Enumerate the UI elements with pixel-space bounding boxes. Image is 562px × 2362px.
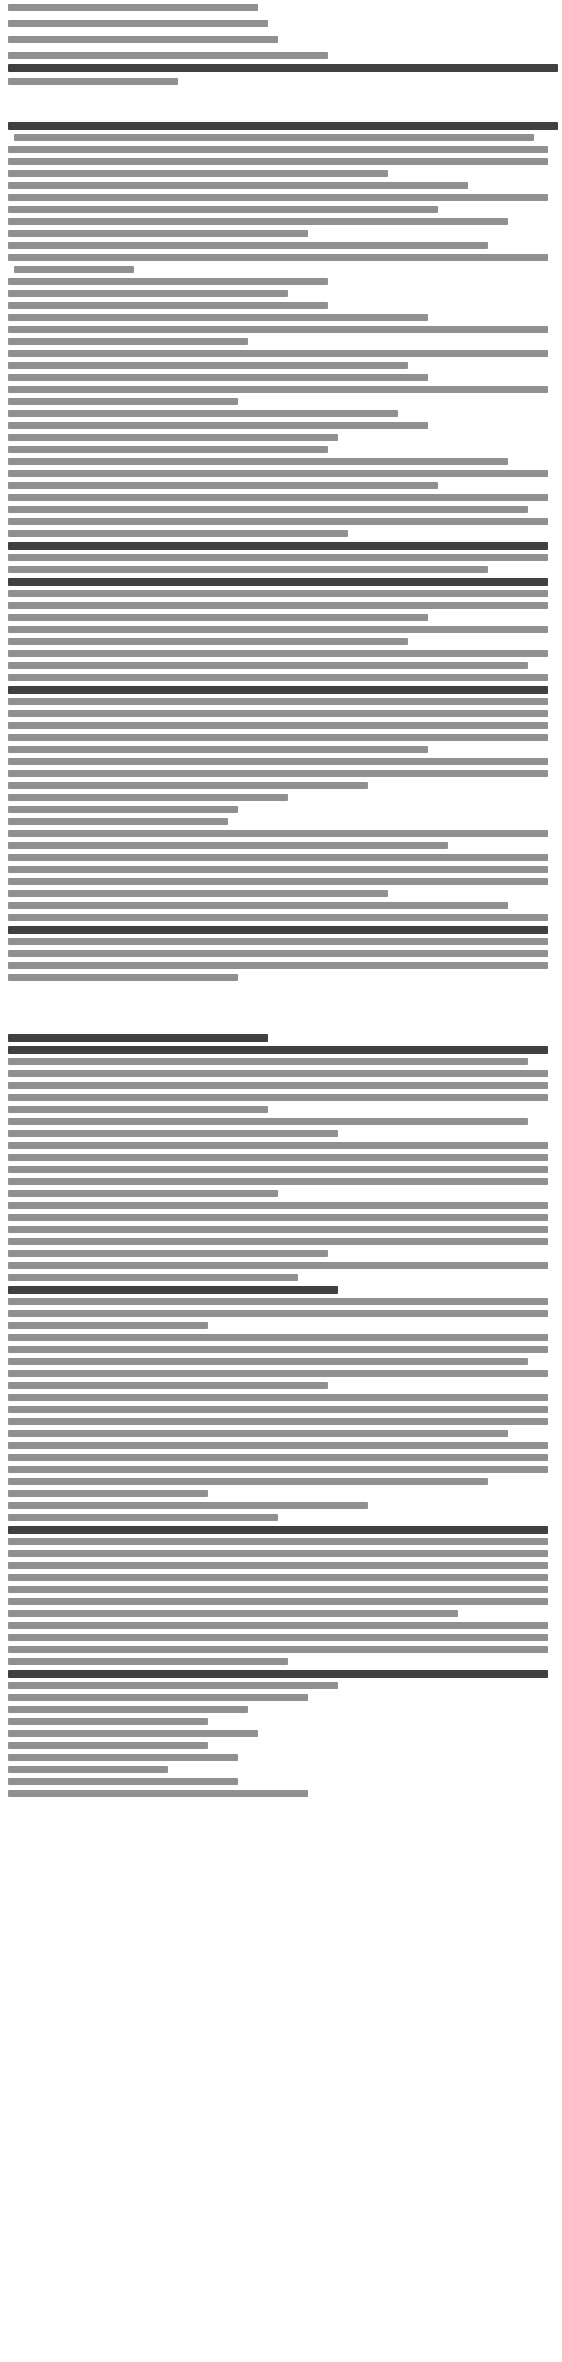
- text-line: [8, 398, 238, 405]
- text-line: [8, 1118, 528, 1125]
- text-line: [8, 1334, 548, 1341]
- text-line: [8, 1682, 338, 1689]
- text-line: [8, 674, 548, 681]
- text-line: [8, 242, 488, 249]
- text-line: [8, 542, 548, 550]
- text-line: [8, 1598, 548, 1605]
- text-line: [8, 278, 328, 285]
- text-line: [8, 842, 448, 849]
- text-line: [8, 1394, 548, 1401]
- text-line: [8, 1202, 548, 1209]
- text-line: [8, 1454, 548, 1461]
- text-line: [8, 494, 548, 501]
- text-line: [8, 4, 258, 11]
- text-line: [8, 1406, 548, 1413]
- text-line: [8, 1094, 548, 1101]
- text-line: [8, 194, 548, 201]
- text-line: [8, 962, 548, 969]
- text-line: [8, 626, 548, 633]
- text-line: [8, 566, 488, 573]
- text-line: [8, 1502, 368, 1509]
- text-line: [8, 1646, 548, 1653]
- text-line: [8, 1490, 208, 1497]
- text-line: [8, 854, 548, 861]
- text-line: [8, 1754, 238, 1761]
- text-line: [8, 1538, 548, 1545]
- text-line: [8, 770, 548, 777]
- text-line: [8, 290, 288, 297]
- text-line: [8, 1526, 548, 1534]
- text-line: [8, 1430, 508, 1437]
- text-line: [8, 530, 348, 537]
- text-line: [8, 1742, 208, 1749]
- text-line: [8, 1346, 548, 1353]
- text-line: [8, 1586, 548, 1593]
- text-line: [8, 1382, 328, 1389]
- text-line: [8, 698, 548, 705]
- text-line: [8, 914, 548, 921]
- text-line: [8, 326, 548, 333]
- text-line: [8, 36, 278, 43]
- text-line: [8, 518, 548, 525]
- text-line: [8, 64, 558, 72]
- text-line: [8, 1550, 548, 1557]
- text-line: [8, 710, 548, 717]
- text-line: [8, 950, 548, 957]
- text-line: [8, 1106, 268, 1113]
- text-line: [8, 182, 468, 189]
- text-line: [8, 1046, 548, 1054]
- text-line: [8, 638, 408, 645]
- text-line: [8, 1310, 548, 1317]
- text-line: [8, 1658, 288, 1665]
- text-line: [8, 1070, 548, 1077]
- text-line: [8, 1082, 548, 1089]
- text-line: [8, 1478, 488, 1485]
- text-line: [8, 1274, 298, 1281]
- text-line: [8, 1250, 328, 1257]
- text-line: [8, 890, 388, 897]
- text-line: [8, 806, 238, 813]
- text-line: [8, 662, 528, 669]
- text-line: [8, 122, 558, 130]
- text-line: [8, 374, 428, 381]
- text-line: [8, 1226, 548, 1233]
- text-line: [8, 866, 548, 873]
- text-line: [8, 254, 548, 261]
- text-line: [8, 218, 508, 225]
- text-line: [8, 1562, 548, 1569]
- text-line: [8, 386, 548, 393]
- text-line: [8, 350, 548, 357]
- text-line: [8, 926, 548, 934]
- text-line: [8, 974, 238, 981]
- text-line: [8, 734, 548, 741]
- text-line: [8, 1058, 528, 1065]
- text-line: [8, 1298, 548, 1305]
- text-line: [8, 410, 398, 417]
- text-line: [8, 1034, 268, 1042]
- text-line: [8, 422, 428, 429]
- text-line: [8, 590, 548, 597]
- text-line: [8, 818, 228, 825]
- text-line: [8, 1706, 248, 1713]
- text-line: [8, 1130, 338, 1137]
- text-line: [8, 1166, 548, 1173]
- text-line: [8, 1238, 548, 1245]
- text-line: [8, 602, 548, 609]
- text-line: [8, 1286, 338, 1294]
- text-line: [8, 230, 308, 237]
- text-line: [8, 830, 548, 837]
- text-line: [8, 1514, 278, 1521]
- text-line: [8, 650, 548, 657]
- text-line: [8, 1670, 548, 1678]
- text-line: [8, 362, 408, 369]
- text-line: [8, 902, 508, 909]
- text-line: [8, 470, 548, 477]
- text-line: [8, 446, 328, 453]
- text-line: [8, 206, 438, 213]
- text-line: [8, 1790, 308, 1797]
- text-line: [8, 170, 388, 177]
- text-line: [8, 578, 548, 586]
- text-line: [8, 78, 178, 85]
- text-line: [8, 938, 548, 945]
- text-line: [14, 266, 134, 273]
- text-line: [8, 614, 428, 621]
- text-line: [8, 458, 508, 465]
- text-line: [8, 794, 288, 801]
- text-line: [8, 1214, 548, 1221]
- text-line: [8, 1766, 168, 1773]
- text-line: [8, 554, 548, 561]
- text-line: [8, 1190, 278, 1197]
- text-line: [8, 758, 548, 765]
- text-line: [8, 1418, 548, 1425]
- text-line: [8, 158, 548, 165]
- text-line: [8, 1718, 208, 1725]
- text-line: [8, 1262, 548, 1269]
- text-line: [8, 338, 248, 345]
- text-line: [8, 302, 328, 309]
- text-line: [8, 1622, 548, 1629]
- text-line: [8, 1574, 548, 1581]
- text-line: [8, 1778, 238, 1785]
- text-line: [8, 1322, 208, 1329]
- text-line: [8, 1142, 548, 1149]
- text-line: [8, 746, 428, 753]
- text-line: [8, 1178, 548, 1185]
- text-line: [8, 782, 368, 789]
- text-line: [8, 1634, 548, 1641]
- text-line: [8, 722, 548, 729]
- text-line: [8, 1730, 258, 1737]
- text-line: [8, 20, 268, 27]
- text-line: [8, 1466, 548, 1473]
- text-line: [8, 52, 328, 59]
- text-line: [8, 1610, 458, 1617]
- text-line: [8, 146, 548, 153]
- text-line: [8, 878, 548, 885]
- text-line: [8, 1442, 548, 1449]
- text-line: [8, 1370, 548, 1377]
- text-line: [8, 686, 548, 694]
- text-line: [8, 1154, 548, 1161]
- text-line: [8, 314, 428, 321]
- text-line: [8, 1694, 308, 1701]
- text-line: [8, 506, 528, 513]
- text-line: [8, 1358, 528, 1365]
- text-line: [14, 134, 534, 141]
- text-line: [8, 434, 338, 441]
- text-line: [8, 482, 438, 489]
